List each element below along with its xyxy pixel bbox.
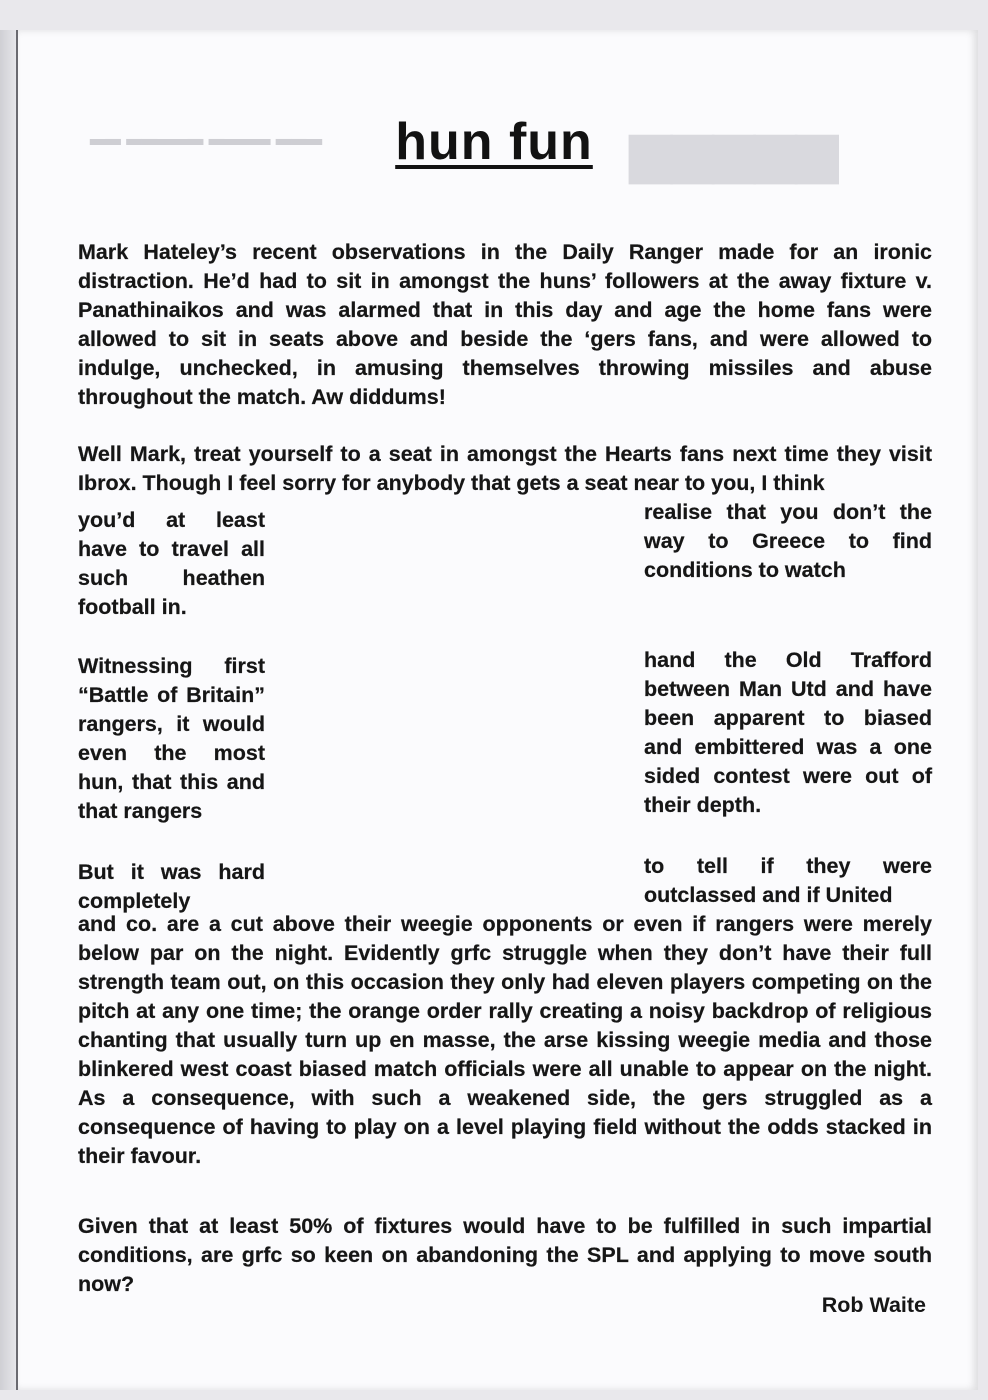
paragraph-3-right-column: hand the Old Trafford between Man Utd and have been apparent to biased and embittered was a one sided contest were out of their depth. [644, 648, 932, 817]
article-title: hun fun [395, 113, 593, 171]
paragraph-4-right-column: to tell if they were outclassed and if United [644, 854, 932, 907]
paragraph-4: and co. are a cut above their weegie opponents or even if rangers were merely below par on the night. Evidently grfc struggle when they don’t have their full strength team out, on this occasion they only had eleven players competing on the pitch at any one time; the orange order rally creating a noisy backdrop of religious chanting that usually turn up en masse, the arse kissing weegie media and those blinkered west coast biased match officials were all unable to appear on the night. As a consequence, with such a weakened side, the gers struggled as a consequence of having to play on a level playing field without the odds stacked in their favour. [78, 912, 932, 1168]
paragraph-4-left-column: But it was hard completely [78, 860, 265, 913]
paragraph-2: Well Mark, treat yourself to a seat in amongst the Hearts fans next time they visit Ibrox. Though I feel sorry for anybody that gets a seat near to you, I think [78, 442, 932, 495]
paragraph-1: Mark Hateley’s recent observations in the Daily Ranger made for an ironic distraction. He’d had to sit in amongst the huns’ followers at the away fixture v. Panathinaikos and was alarmed that in this day and age the home fans were allowed to sit in seats above and beside the ‘gers fans, and were allowed to indulge, unchecked, in amusing themselves throwing missiles and abuse throughout the match. Aw diddums! [78, 240, 932, 409]
show-through-shape: ▂▂▂ ▂▂▂▂ ▂▂▂▂▂ ▂▂ [90, 123, 323, 145]
binding-spine [0, 30, 16, 1390]
paragraph-3-left-column: Witnessing first “Battle of Britain” rangers, it would even the most hun, that this and that rangers [78, 654, 265, 823]
show-through-shape: ▆▆▆▆▆ [630, 122, 838, 182]
author-signature: Rob Waite [821, 1293, 926, 1317]
paragraph-2-left-column: you’d at least have to travel all such heathen football in. [78, 508, 265, 619]
paragraph-5: Given that at least 50% of fixtures would have to be fulfilled in such impartial conditions, are grfc so keen on abandoning the SPL and applying to move south now? [78, 1214, 932, 1296]
paragraph-2-right-column: realise that you don’t the way to Greece to find conditions to watch [644, 500, 932, 582]
